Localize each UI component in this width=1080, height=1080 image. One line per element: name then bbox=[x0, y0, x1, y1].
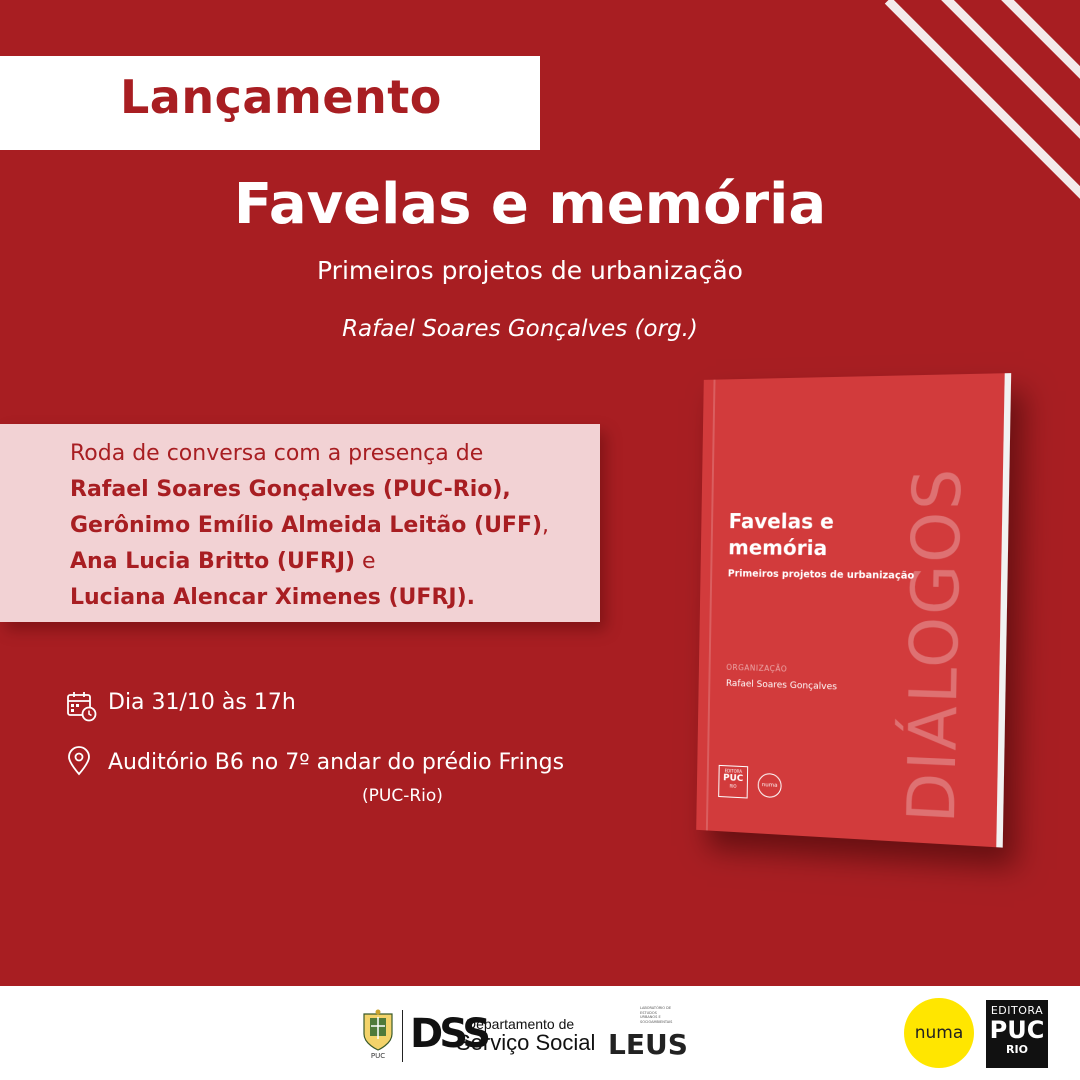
page-title: Favelas e memória bbox=[233, 172, 827, 237]
book-series: DIÁLOGOS bbox=[893, 466, 977, 825]
leus-logo: LEUS bbox=[608, 1028, 688, 1061]
book-cover-image bbox=[700, 380, 1030, 850]
footer-divider bbox=[402, 1010, 403, 1062]
leus-small-text: LABORATÓRIO DE ESTUDOS URBANOS E SOCIOAMBIENTAIS bbox=[640, 1006, 673, 1024]
event-location: Auditório B6 no 7º andar do prédio Frings bbox=[108, 750, 565, 775]
editora-bot: RIO bbox=[1006, 1043, 1028, 1056]
book-logo-editora-bot: RIO bbox=[729, 783, 737, 789]
book-logo-editora-top: EDITORA bbox=[724, 768, 743, 775]
dss-logo: DSS bbox=[410, 1011, 488, 1057]
book-editora-logo bbox=[718, 765, 748, 799]
book-org-label: ORGANIZAÇÃO bbox=[726, 662, 788, 674]
puc-crest-icon bbox=[360, 1008, 396, 1062]
book-subtitle: Primeiros projetos de urbanização bbox=[727, 568, 915, 582]
event-date: Dia 31/10 às 17h bbox=[108, 690, 296, 715]
book-spine bbox=[706, 380, 716, 831]
event-location-sub: (PUC-Rio) bbox=[362, 786, 443, 806]
speaker-4: Luciana Alencar Ximenes (UFRJ). bbox=[70, 585, 475, 610]
speaker-1: Rafael Soares Gonçalves (PUC-Rio), bbox=[70, 477, 511, 502]
speakers-text bbox=[70, 436, 600, 616]
book-logo-editora-mid: PUC bbox=[723, 773, 744, 785]
book-title-line-2: memória bbox=[728, 535, 828, 561]
editora-top: EDITORA bbox=[990, 1004, 1044, 1017]
map-pin-icon bbox=[66, 746, 92, 776]
speaker-3: Ana Lucia Britto (UFRJ) bbox=[70, 549, 356, 574]
speaker-2: Gerônimo Emílio Almeida Leitão (UFF) bbox=[70, 513, 543, 538]
book-numa-logo: numa bbox=[758, 773, 782, 798]
book-page-edge bbox=[996, 373, 1011, 848]
speaker-2-suffix: , bbox=[542, 513, 550, 538]
page-subtitle: Primeiros projetos de urbanização bbox=[317, 256, 743, 285]
book-org-name: Rafael Soares Gonçalves bbox=[725, 678, 838, 693]
book-cover bbox=[696, 373, 1011, 848]
dss-line-2: Serviço Social bbox=[456, 1030, 596, 1055]
book-title bbox=[728, 508, 932, 562]
speaker-3-suffix: e bbox=[355, 549, 376, 574]
speakers-intro: Roda de conversa com a presença de bbox=[70, 441, 484, 466]
puc-label: PUC bbox=[370, 1052, 386, 1060]
book-title-line-1: Favelas e bbox=[728, 509, 835, 534]
editora-mid: PUC bbox=[989, 1016, 1045, 1044]
editora-puc-rio-logo bbox=[986, 1000, 1048, 1068]
calendar-clock-icon bbox=[66, 690, 98, 722]
numa-logo: numa bbox=[904, 998, 974, 1068]
launch-label: Lançamento bbox=[120, 70, 442, 124]
dss-line-1: Departamento de bbox=[466, 1016, 575, 1032]
organizer: Rafael Soares Gonçalves (org.) bbox=[342, 316, 698, 342]
